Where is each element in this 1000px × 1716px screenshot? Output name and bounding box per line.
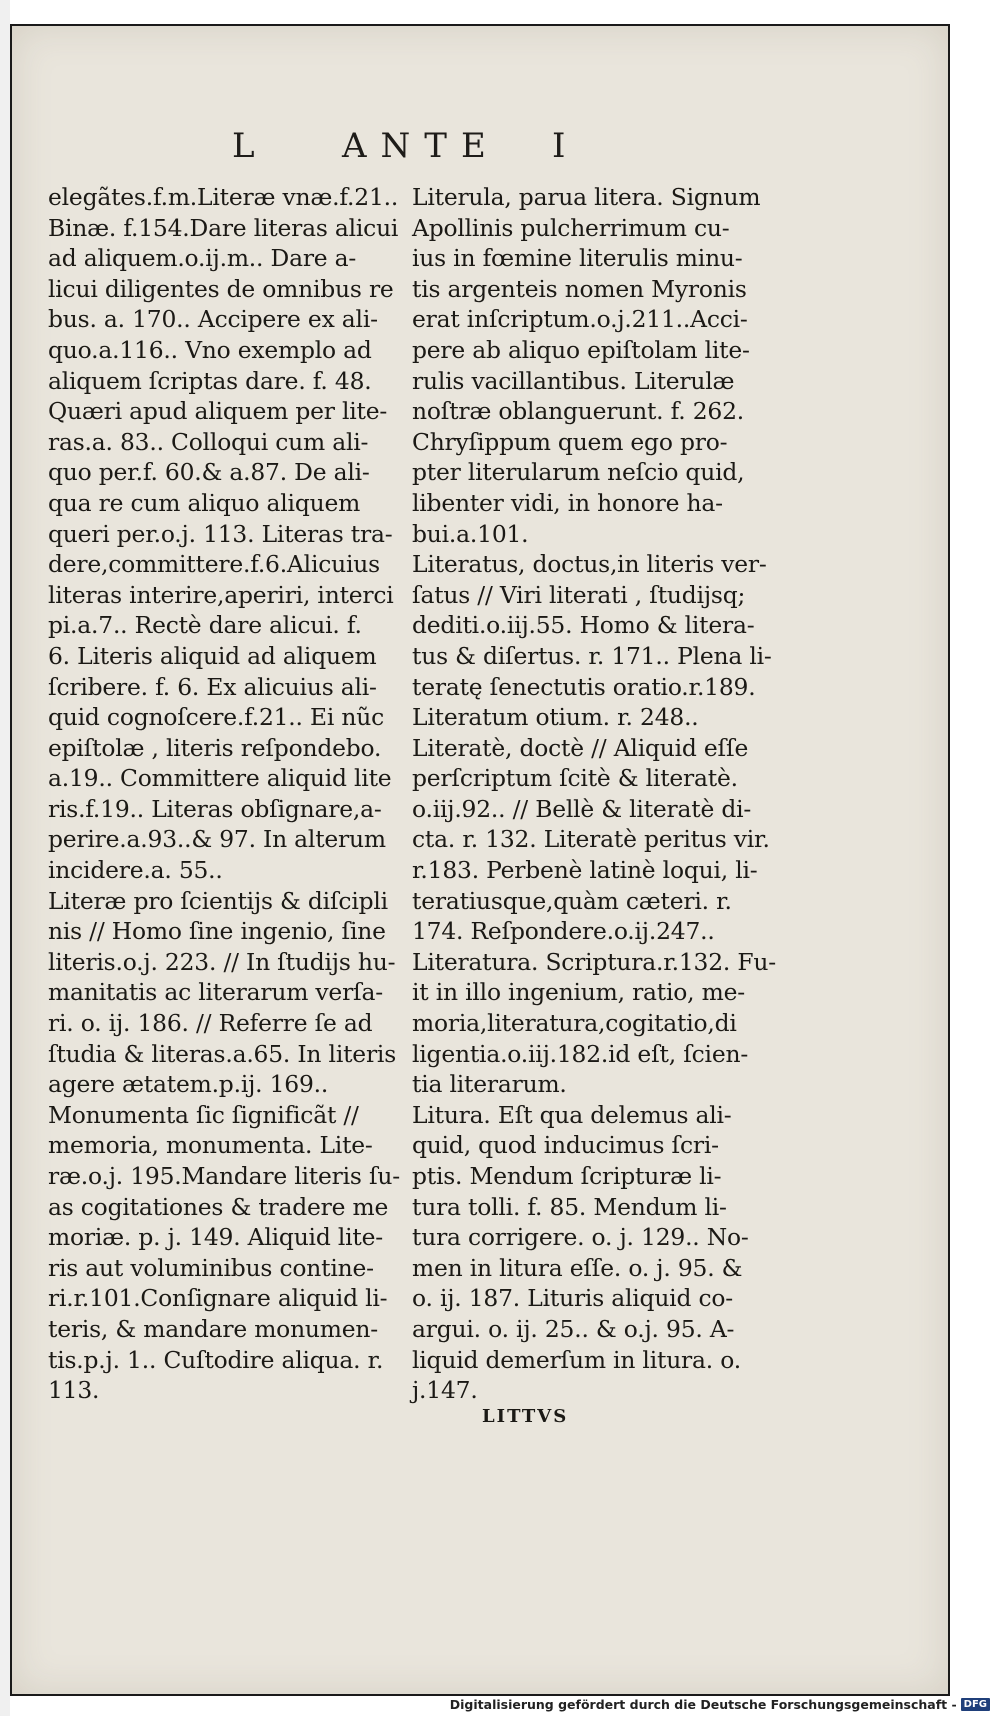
- text-line: a.19.. Committere aliquid lite: [48, 764, 392, 793]
- text-line: Literatum otium. r. 248..: [412, 703, 699, 732]
- text-line: bus. a. 170.. Accipere ex ali-: [48, 305, 378, 334]
- text-line: Literatus, doctus,in literis ver-: [412, 550, 767, 579]
- header-right-letter: I: [552, 126, 574, 166]
- text-line: quo.a.116.. Vno exemplo ad: [48, 335, 372, 364]
- text-line: tura tolli. f. 85. Mendum li-: [412, 1192, 727, 1221]
- text-line: r.183. Perbenè latinè loqui, li-: [412, 856, 758, 885]
- text-line: perire.a.93..& 97. In alterum: [48, 825, 386, 854]
- dfg-logo-badge: DFG: [961, 1698, 990, 1711]
- text-line: ri. o. ij. 186. // Referre ſe ad: [48, 1009, 373, 1038]
- text-line: tus & diſertus. r. 171.. Plena li-: [412, 641, 772, 670]
- text-line: ius in fœmine literulis minu-: [412, 244, 743, 273]
- text-line: literas interire,aperiri, interci: [48, 580, 394, 609]
- book-page: [10, 24, 950, 1696]
- text-line: pere ab aliquo epiſtolam lite-: [412, 335, 750, 364]
- text-line: Literatè, doctè // Aliquid eſſe: [412, 733, 749, 762]
- text-line: ras.a. 83.. Colloqui cum ali-: [48, 427, 369, 456]
- text-line: Quæri apud aliquem per lite-: [48, 397, 388, 426]
- text-line: ad aliquem.o.ij.m.. Dare a-: [48, 244, 357, 273]
- text-line: quid, quod inducimus ſcri-: [412, 1131, 719, 1160]
- text-line: dediti.o.iij.55. Homo & litera-: [412, 611, 755, 640]
- text-line: moria,literatura,cogitatio,di: [412, 1009, 737, 1038]
- text-line: ræ.o.j. 195.Mandare literis ſu-: [48, 1162, 400, 1190]
- catchword: LITTVS: [482, 1406, 569, 1427]
- text-line: as cogitationes & tradere me: [48, 1192, 389, 1221]
- text-line: ris.f.19.. Literas obſignare,a-: [48, 794, 382, 823]
- text-line: Literula, parua litera. Signum: [412, 183, 761, 211]
- text-line: o.iij.92.. // Bellè & literatè di-: [412, 794, 752, 823]
- text-line: cta. r. 132. Literatè peritus vir.: [412, 825, 770, 854]
- text-line: it in illo ingenium, ratio, me-: [412, 978, 745, 1007]
- text-line: Monumenta ſic ſignificãt //: [48, 1100, 359, 1129]
- text-line: o. ij. 187. Lituris aliquid co-: [412, 1284, 733, 1313]
- running-header: [12, 126, 952, 176]
- text-line: noſtræ oblanguerunt. f. 262.: [412, 397, 744, 426]
- text-line: bui.a.101.: [412, 519, 529, 548]
- right-text-column: [412, 182, 812, 1406]
- text-line: qua re cum aliquo aliquem: [48, 488, 361, 517]
- text-line: agere ætatem.p.ij. 169..: [48, 1070, 329, 1099]
- text-line: literis.o.j. 223. // In ſtudijs hu-: [48, 947, 396, 976]
- text-line: ptis. Mendum ſcripturæ li-: [412, 1162, 722, 1190]
- text-line: licui diligentes de omnibus re: [48, 274, 394, 303]
- text-line: 113.: [48, 1376, 100, 1405]
- text-line: 174. Reſpondere.o.ij.247..: [412, 917, 715, 946]
- text-line: ligentia.o.iij.182.id eſt, ſcien-: [412, 1039, 749, 1068]
- text-line: incidere.a. 55..: [48, 856, 223, 885]
- text-line: liquid demerſum in litura. o.: [412, 1345, 741, 1374]
- text-line: nis // Homo ſine ingenio, ſine: [48, 917, 386, 946]
- left-text-column: [48, 182, 418, 1406]
- footer-credit: [450, 1694, 990, 1714]
- text-line: moriæ. p. j. 149. Aliquid lite-: [48, 1223, 383, 1252]
- text-line: memoria, monumenta. Lite-: [48, 1131, 373, 1160]
- text-line: teratę ſenectutis oratio.r.189.: [412, 672, 756, 701]
- text-line: tia literarum.: [412, 1070, 567, 1099]
- text-line: tis.p.j. 1.. Cuſtodire aliqua. r.: [48, 1345, 384, 1374]
- text-line: ſtudia & literas.a.65. In literis: [48, 1039, 397, 1068]
- text-line: rulis vacillantibus. Literulæ: [412, 366, 735, 395]
- scan-edge: [0, 0, 10, 1716]
- text-line: tis argenteis nomen Myronis: [412, 274, 747, 303]
- text-line: ris aut voluminibus contine-: [48, 1253, 374, 1282]
- text-line: j.147.: [412, 1376, 478, 1405]
- text-line: Literatura. Scriptura.r.132. Fu-: [412, 947, 776, 976]
- text-line: perſcriptum ſcitè & literatè.: [412, 764, 738, 793]
- text-line: quid cognoſcere.f.21.. Ei nũc: [48, 703, 385, 732]
- text-line: Binæ. f.154.Dare literas alicui: [48, 213, 399, 242]
- text-line: libenter vidi, in honore ha-: [412, 488, 723, 517]
- text-line: Literæ pro ſcientijs & diſcipli: [48, 886, 388, 915]
- header-left-letter: L: [232, 126, 263, 166]
- text-line: teratiusque,quàm cæteri. r.: [412, 886, 732, 915]
- text-line: ſcribere. f. 6. Ex alicuius ali-: [48, 672, 377, 701]
- text-line: ri.r.101.Conſignare aliquid li-: [48, 1284, 388, 1313]
- text-line: 6. Literis aliquid ad aliquem: [48, 641, 377, 670]
- text-line: Apollinis pulcherrimum cu-: [412, 213, 730, 242]
- text-line: pter literularum neſcio quid,: [412, 458, 745, 487]
- text-line: epiſtolæ , literis reſpondebo.: [48, 733, 382, 762]
- text-line: aliquem ſcriptas dare. f. 48.: [48, 366, 372, 395]
- text-line: elegãtes.f.m.Literæ vnæ.f.21..: [48, 183, 399, 211]
- text-line: erat inſcriptum.o.j.211..Acci-: [412, 305, 748, 334]
- text-line: argui. o. ij. 25.. & o.j. 95. A-: [412, 1314, 735, 1343]
- text-line: dere,committere.f.6.Alicuius: [48, 550, 380, 579]
- text-line: manitatis ac literarum verſa-: [48, 978, 383, 1007]
- text-line: ſatus // Viri literati , ſtudijsq;: [412, 580, 746, 609]
- header-word: ANTE: [342, 126, 500, 166]
- text-line: tura corrigere. o. j. 129.. No-: [412, 1223, 749, 1252]
- text-line: men in litura eſſe. o. j. 95. &: [412, 1253, 743, 1282]
- text-line: queri per.o.j. 113. Literas tra-: [48, 519, 393, 548]
- text-line: pi.a.7.. Rectè dare alicui. f.: [48, 611, 362, 640]
- footer-text: Digitalisierung gefördert durch die Deutsche Forschungsgemeinschaft -: [449, 1696, 957, 1712]
- text-line: Litura. Eſt qua delemus ali-: [412, 1100, 732, 1129]
- text-line: teris, & mandare monumen-: [48, 1314, 378, 1343]
- text-line: Chryſippum quem ego pro-: [412, 427, 728, 456]
- text-line: quo per.f. 60.& a.87. De ali-: [48, 458, 370, 487]
